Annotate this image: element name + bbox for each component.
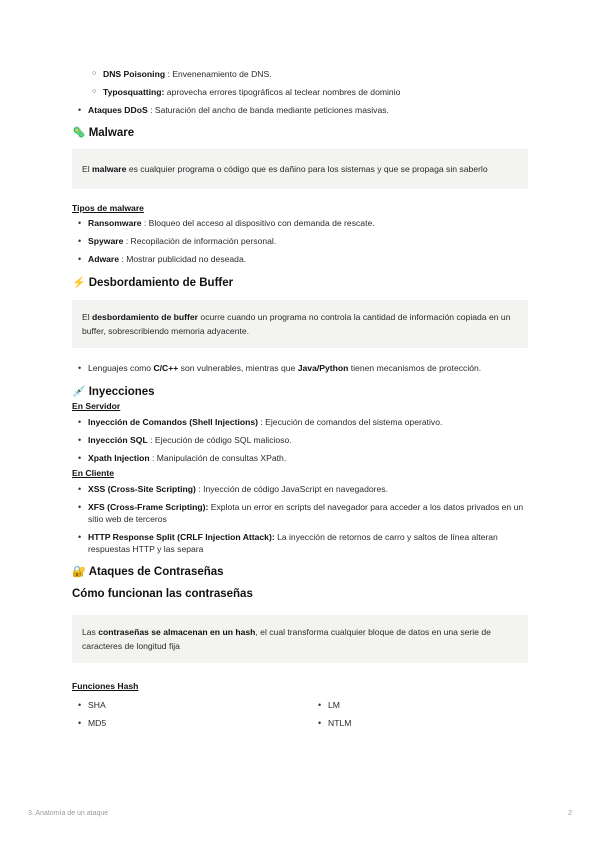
text: Las <box>82 627 99 637</box>
term: Inyección de Comandos (Shell Injections) <box>88 417 258 427</box>
section-heading-malware <box>72 127 528 139</box>
bullet-list <box>88 483 528 555</box>
term: XSS (Cross-Site Scripting) <box>88 484 196 494</box>
heading-text: Ataques de Contraseñas <box>88 566 224 578</box>
list-item <box>88 362 528 374</box>
term: DNS Poisoning <box>103 69 166 79</box>
list-item <box>88 434 528 446</box>
term: XFS (Cross-Frame Scripting): <box>88 502 209 512</box>
list-item <box>88 483 528 495</box>
text: es cualquier programa o código que es dañino para los sistemas y que se propaga sin saberlo <box>126 164 488 174</box>
subheading-types: Tipos de malware <box>72 203 144 213</box>
bullet-list <box>88 217 528 265</box>
desc: : Saturación del ancho de banda mediante peticiones masivas. <box>147 105 389 115</box>
text: son vulnerables, mientras que <box>178 363 298 373</box>
desc: : Manipulación de consultas XPath. <box>149 453 287 463</box>
bullet-list <box>88 416 528 464</box>
list-item <box>88 217 528 229</box>
term: malware <box>92 164 127 174</box>
term: Adware <box>88 254 120 264</box>
text: tienen mecanismos de protección. <box>348 363 482 373</box>
text: , el cual transforma cualquier bloque de datos en una serie de caracteres de longitud fija <box>82 627 491 651</box>
bullet-list <box>328 699 351 729</box>
subheading-server: En Servidor <box>72 401 121 411</box>
text: El <box>82 312 93 322</box>
nested-list <box>103 68 528 98</box>
text: El <box>82 164 93 174</box>
footer-section-title: 3. Anatomía de un ataque <box>28 810 109 817</box>
term: HTTP Response Split (CRLF Injection Attack): <box>88 532 275 542</box>
section-heading-buffer <box>72 277 528 289</box>
list-item: • MD5 <box>88 717 315 729</box>
list-item <box>88 104 528 116</box>
hash-columns <box>72 699 528 729</box>
list-item: • NTLM <box>328 717 351 729</box>
term: Ataques DDoS <box>88 105 148 115</box>
term: desbordamiento de buffer <box>92 312 199 322</box>
list-item <box>88 416 528 428</box>
callout-box <box>72 300 528 348</box>
term: C/C++ <box>153 363 179 373</box>
bug-icon: 🦠 <box>72 126 86 139</box>
subsection-heading: Cómo funcionan las contraseñas <box>72 588 253 600</box>
list-item: • LM <box>328 699 351 711</box>
list-item <box>88 501 528 525</box>
heading-text: Malware <box>88 127 135 139</box>
list-item <box>88 531 528 555</box>
term: Spyware <box>88 236 124 246</box>
list-item <box>103 68 528 80</box>
term: Java/Python <box>297 363 349 373</box>
desc: : Ejecución de comandos del sistema operativo. <box>258 417 443 427</box>
lock-icon: 🔐 <box>72 565 86 578</box>
heading-text: Inyecciones <box>88 386 155 398</box>
footer-page-number: 2 <box>568 810 572 817</box>
callout-box <box>72 615 528 663</box>
desc: aprovecha errores tipográficos al teclear nombres de dominio <box>164 87 401 97</box>
desc: Explota un error en scripts del navegador para acceder a los datos privados en un sitio web de terceros <box>88 502 524 524</box>
desc: : Mostrar publicidad no deseada. <box>119 254 247 264</box>
list-item: • SHA <box>88 699 315 711</box>
subheading-client: En Cliente <box>72 468 115 478</box>
lightning-icon: ⚡ <box>72 276 86 289</box>
term: Inyección SQL <box>88 435 148 445</box>
bullet-list <box>88 362 528 374</box>
callout-box <box>72 149 528 189</box>
desc: : Inyección de código JavaScript en navegadores. <box>195 484 388 494</box>
bullet-list <box>88 699 315 729</box>
list-item <box>88 452 528 464</box>
list-item <box>88 235 528 247</box>
heading-text: Desbordamiento de Buffer <box>88 277 234 289</box>
term: contraseñas se almacenan en un hash <box>98 627 256 637</box>
subheading-hash: Funciones Hash <box>72 681 139 691</box>
list-item <box>103 86 528 98</box>
section-heading-injections <box>72 386 528 398</box>
bullet-list <box>88 104 528 116</box>
list-item <box>88 253 528 265</box>
term: Xpath Injection <box>88 453 150 463</box>
text: ocurre cuando un programa no controla la cantidad de información copiada en un buffer, sobrescribiendo memoria adyacente. <box>82 312 511 336</box>
desc: La inyección de retornos de carro y saltos de línea alteran respuestas HTTP y las separa <box>88 532 498 554</box>
text: Lenguajes como <box>88 363 154 373</box>
syringe-icon: 💉 <box>72 385 86 398</box>
term: Typosquatting: <box>103 87 165 97</box>
document-page <box>72 68 528 729</box>
term: Ransomware <box>88 218 142 228</box>
desc: : Recopilación de información personal. <box>123 236 277 246</box>
section-heading-passwords <box>72 566 528 578</box>
desc: : Bloqueo del acceso al dispositivo con demanda de rescate. <box>141 218 375 228</box>
desc: : Ejecución de código SQL malicioso. <box>147 435 292 445</box>
desc: : Envenenamiento de DNS. <box>165 69 272 79</box>
